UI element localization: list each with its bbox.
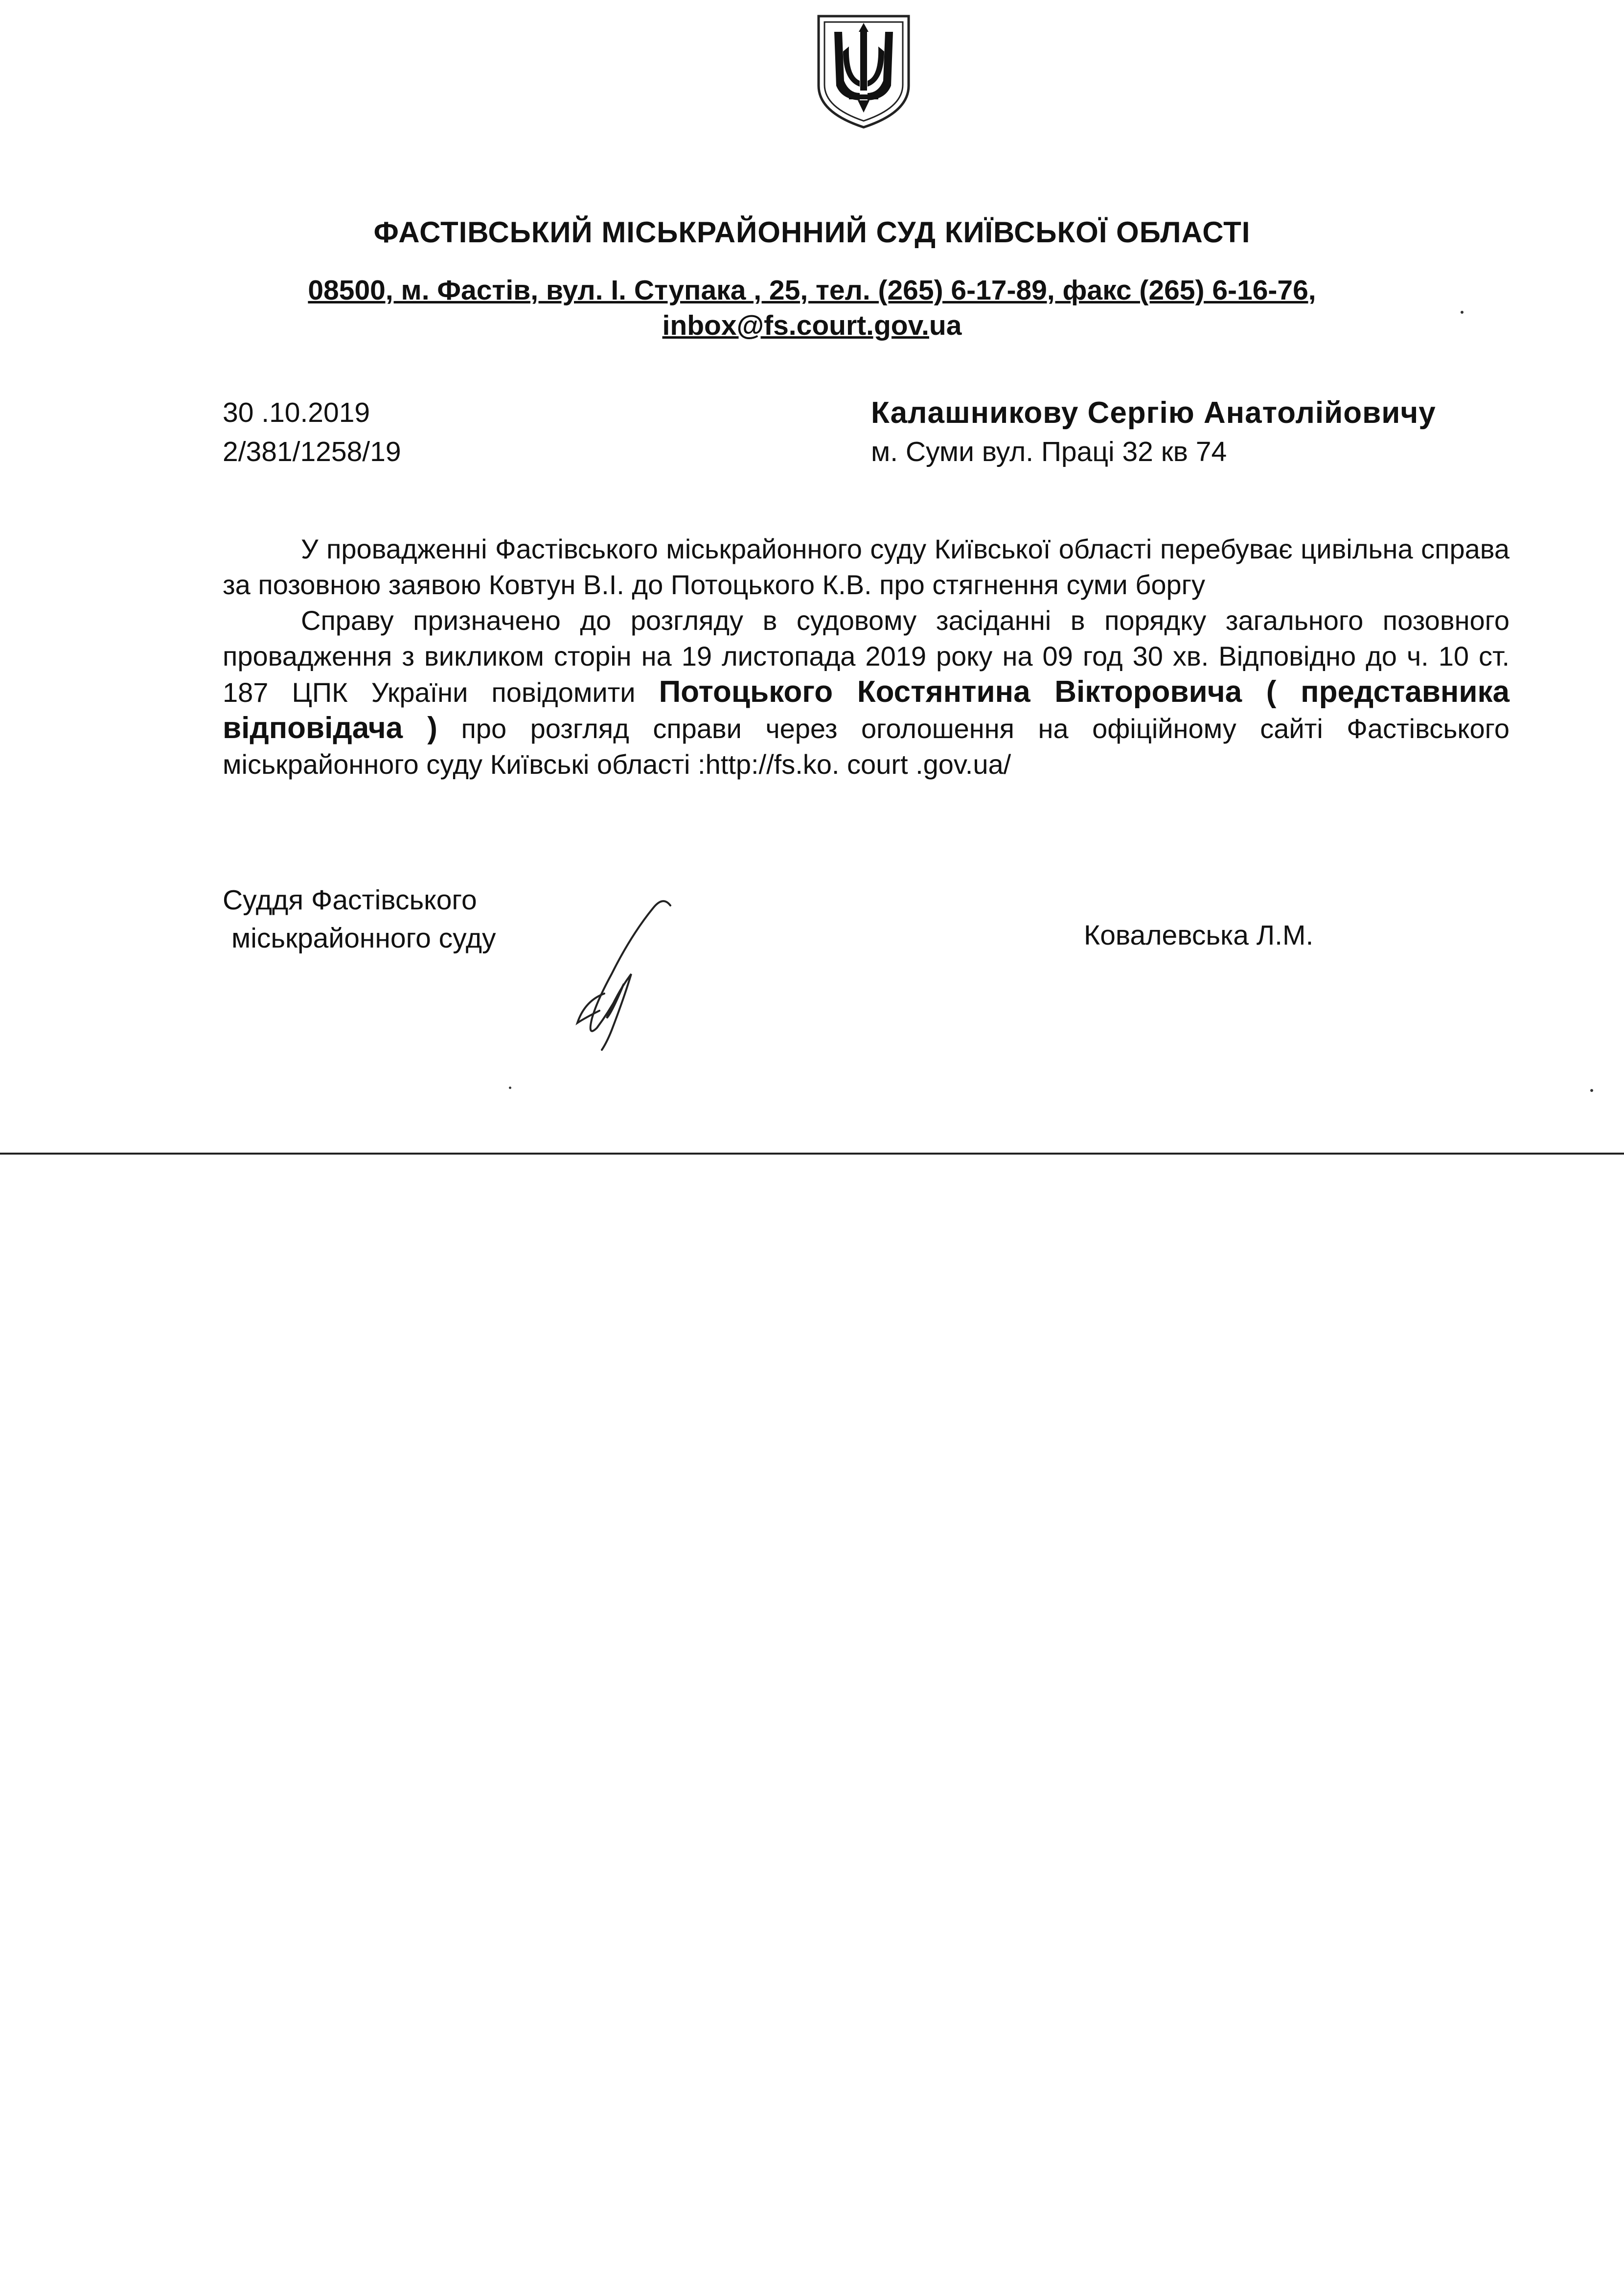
letter-date: 30 .10.2019 bbox=[223, 397, 370, 428]
body-paragraph-2-start: Справу призначено до розгляду в судовому засіданні в порядку загального позовного провадження з викликом сторін на 19 листопада 2019 року на 09 год 30 хв. Відповідно до ч. 10 ст. 187 ЦПК України повідомити bbox=[223, 605, 1510, 708]
court-name: ФАСТІВСЬКИЙ МІСЬКРАЙОННИЙ СУД КИЇВСЬКОЇ ОБЛАСТІ bbox=[373, 216, 1251, 249]
court-email-suffix: ua bbox=[929, 310, 962, 341]
judge-title bbox=[223, 881, 496, 957]
court-address-line: 08500, м. Фастів, вул. І. Ступака , 25, тел. (265) 6-17-89, факс (265) 6-16-76, bbox=[308, 275, 1316, 306]
letter-reference-number: 2/381/1258/19 bbox=[223, 436, 401, 467]
judge-title-line-1: Суддя Фастівського bbox=[223, 884, 477, 916]
court-address bbox=[0, 274, 1624, 306]
court-email-link[interactable]: inbox@fs.court.gov. bbox=[662, 310, 929, 341]
page-divider-line bbox=[0, 1153, 1624, 1155]
trident-coat-of-arms-icon bbox=[815, 12, 913, 130]
body-paragraph-1: У провадженні Фастівського міськрайонного суду Київської області перебуває цивільна справа за позовною заявою Ковтун В.І. до Потоцького К.В. про стягнення суми боргу bbox=[223, 533, 1510, 600]
judge-name: Ковалевська Л.М. bbox=[1084, 920, 1314, 951]
recipient-address: м. Суми вул. Праці 32 кв 74 bbox=[871, 436, 1227, 467]
recipient-name: Калашникову Сергію Анатолійовичу bbox=[871, 396, 1436, 430]
handwritten-signature-icon bbox=[538, 896, 685, 1052]
body-paragraph-2 bbox=[223, 602, 1510, 782]
letter-body bbox=[223, 531, 1510, 782]
court-email bbox=[0, 309, 1624, 342]
notified-person: Потоцького Костянтина Вікторовича ( представника відповідача ) bbox=[223, 675, 1510, 745]
scan-speck bbox=[1461, 311, 1464, 314]
scan-speck bbox=[509, 1087, 511, 1089]
body-paragraph-2-end: про розгляд справи через оголошення на офіційному сайті Фастівського міськрайонного суду Київські області :http://fs.ko. court .gov.ua/ bbox=[223, 713, 1510, 780]
scan-speck bbox=[1590, 1089, 1593, 1092]
judge-title-line-2: міськрайонного суду bbox=[231, 923, 496, 954]
